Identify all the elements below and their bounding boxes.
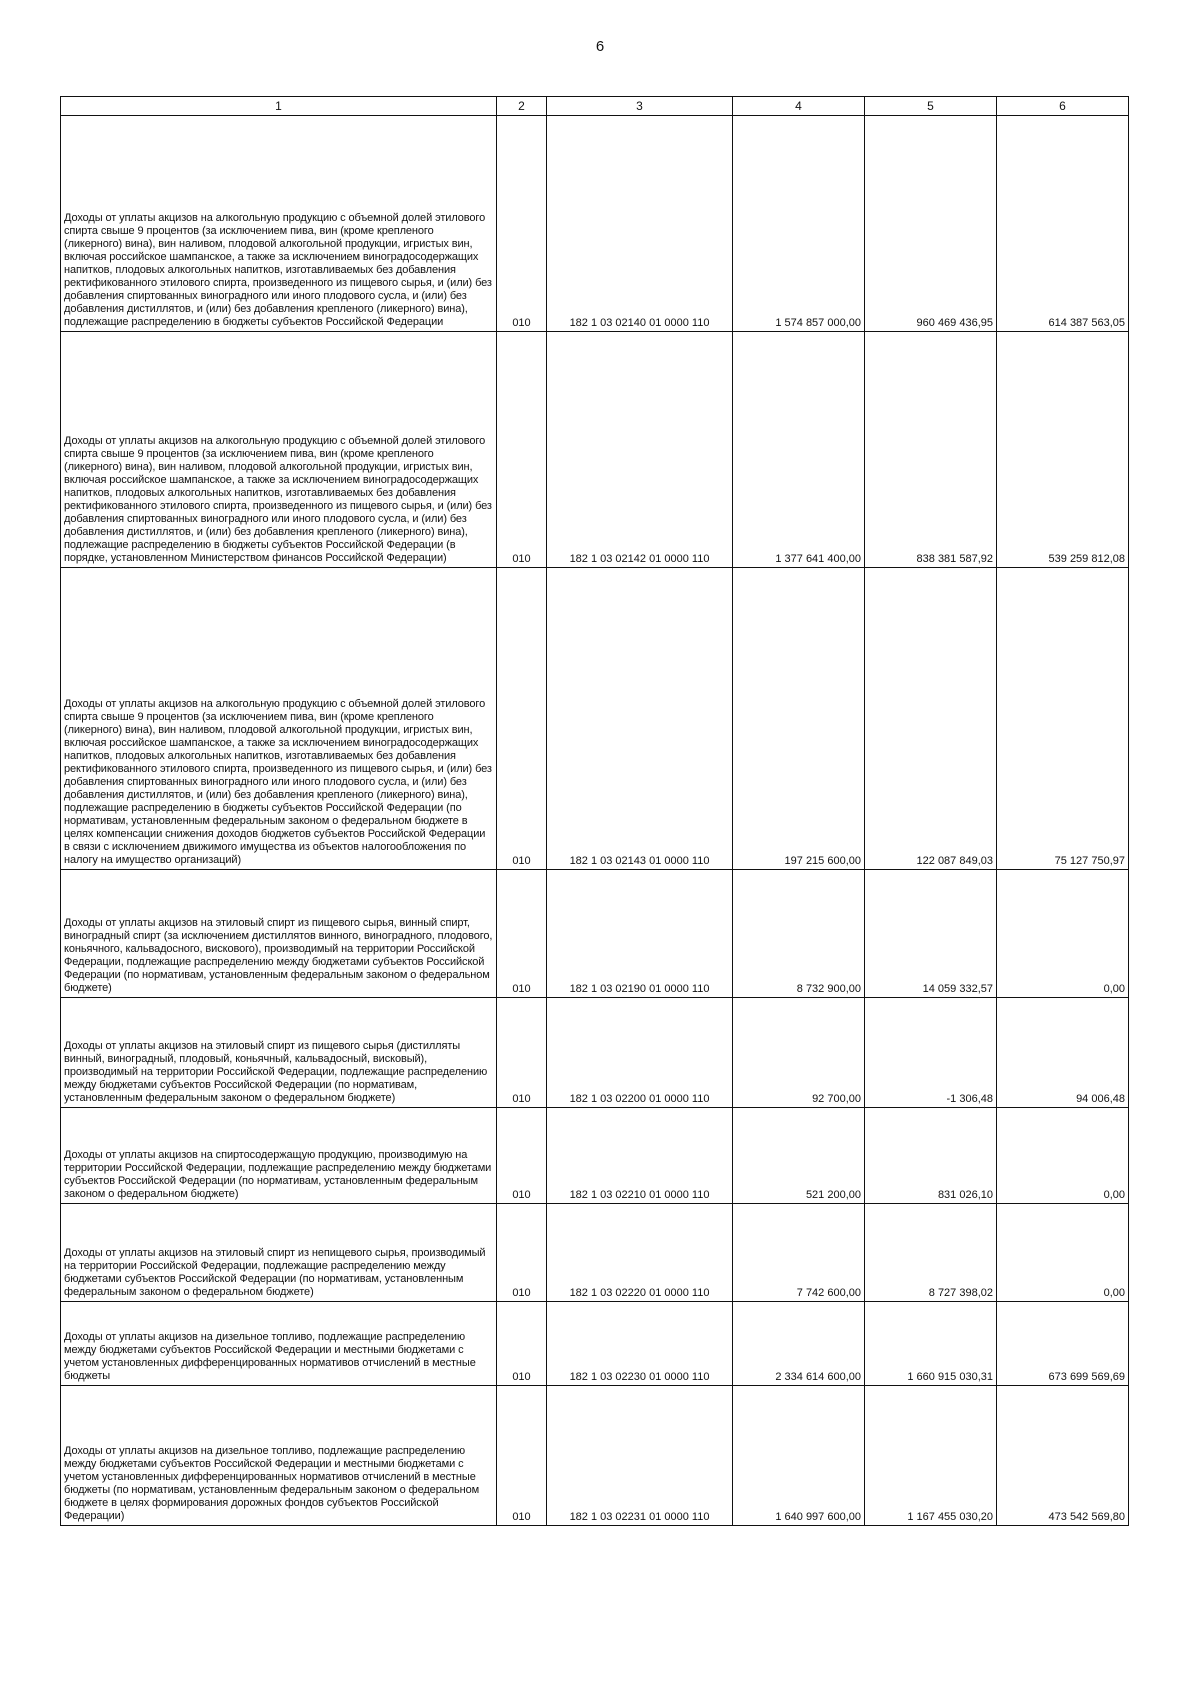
column-header-6: 6 [997,97,1129,116]
row-value-col6: 94 006,48 [997,998,1129,1108]
header-row [61,97,1129,116]
table-row [61,1386,1129,1526]
row-value-col5: 122 087 849,03 [865,568,997,870]
page-number: 6 [595,38,605,55]
row-value-col6: 0,00 [997,1204,1129,1302]
column-header-1: 1 [61,97,497,116]
column-header-3: 3 [547,97,733,116]
row-value-col5: 960 469 436,95 [865,116,997,332]
table-row [61,332,1129,568]
table-row [61,1204,1129,1302]
row-value-col4: 92 700,00 [733,998,865,1108]
row-kbk: 182 1 03 02140 01 0000 110 [547,116,733,332]
row-value-col6: 0,00 [997,1108,1129,1204]
row-code: 010 [497,1108,547,1204]
row-value-col6: 473 542 569,80 [997,1386,1129,1526]
row-kbk: 182 1 03 02190 01 0000 110 [547,870,733,998]
row-code: 010 [497,116,547,332]
table-row [61,116,1129,332]
column-header-4: 4 [733,97,865,116]
row-description: Доходы от уплаты акцизов на этиловый спирт из пищевого сырья, винный спирт, виноградный спирт (за исключением дистиллятов винного, виноградного, плодового, коньячного, кальвадосного, вискового), производимый на территории Российской Федерации, подлежащие распределению между бюджетами субъектов Российской Федерации (по нормативам, установленным федеральным законом о федеральном бюджете) [61,870,497,998]
row-kbk: 182 1 03 02142 01 0000 110 [547,332,733,568]
row-code: 010 [497,870,547,998]
row-code: 010 [497,998,547,1108]
row-value-col5: 1 167 455 030,20 [865,1386,997,1526]
row-value-col4: 1 377 641 400,00 [733,332,865,568]
row-description: Доходы от уплаты акцизов на алкогольную продукцию с объемной долей этилового спирта свыше 9 процентов (за исключением пива, вин (кроме крепленого (ликерного) вина), вин наливом, плодовой алкогольной продукции, игристых вин, включая российское шампанское, а также за исключением виноградосодержащих напитков, плодовых алкогольных напитков, изготавливаемых без добавления ректификованного этилового спирта, произведенного из пищевого сырья, и (или) без добавления спиртованных виноградного или иного плодового сусла, и (или) без добавления дистиллятов, и (или) без добавления крепленого (ликерного) вина), подлежащие распределению в бюджеты субъектов Российской Федерации (по нормативам, установленным федеральным законом о федеральном бюджете в целях компенсации снижения доходов бюджетов субъектов Российской Федерации в связи с исключением движимого имущества из объектов налогообложения по налогу на имущество организаций) [61,568,497,870]
column-header-2: 2 [497,97,547,116]
row-value-col4: 7 742 600,00 [733,1204,865,1302]
row-value-col6: 614 387 563,05 [997,116,1129,332]
row-value-col6: 75 127 750,97 [997,568,1129,870]
row-value-col6: 673 699 569,69 [997,1302,1129,1386]
row-kbk: 182 1 03 02231 01 0000 110 [547,1386,733,1526]
row-kbk: 182 1 03 02230 01 0000 110 [547,1302,733,1386]
row-value-col5: 838 381 587,92 [865,332,997,568]
row-kbk: 182 1 03 02210 01 0000 110 [547,1108,733,1204]
row-code: 010 [497,1302,547,1386]
row-value-col4: 197 215 600,00 [733,568,865,870]
row-description: Доходы от уплаты акцизов на алкогольную продукцию с объемной долей этилового спирта свыше 9 процентов (за исключением пива, вин (кроме крепленого (ликерного) вина), вин наливом, плодовой алкогольной продукции, игристых вин, включая российское шампанское, а также за исключением виноградосодержащих напитков, плодовых алкогольных напитков, изготавливаемых без добавления ректификованного этилового спирта, произведенного из пищевого сырья, и (или) без добавления спиртованных виноградного или иного плодового сусла, и (или) без добавления дистиллятов, и (или) без добавления крепленого (ликерного) вина), подлежащие распределению в бюджеты субъектов Российской Федерации [61,116,497,332]
row-kbk: 182 1 03 02200 01 0000 110 [547,998,733,1108]
row-code: 010 [497,568,547,870]
table-row [61,998,1129,1108]
row-kbk: 182 1 03 02143 01 0000 110 [547,568,733,870]
row-value-col4: 1 574 857 000,00 [733,116,865,332]
row-description: Доходы от уплаты акцизов на дизельное топливо, подлежащие распределению между бюджетами субъектов Российской Федерации и местными бюджетами с учетом установленных дифференцированных нормативов отчислений в местные бюджеты (по нормативам, установленным федеральным законом о федеральном бюджете в целях формирования дорожных фондов субъектов Российской Федерации) [61,1386,497,1526]
row-description: Доходы от уплаты акцизов на этиловый спирт из непищевого сырья, производимый на территории Российской Федерации, подлежащие распределению между бюджетами субъектов Российской Федерации (по нормативам, установленным федеральным законом о федеральном бюджете) [61,1204,497,1302]
table-row [61,1302,1129,1386]
row-value-col6: 0,00 [997,870,1129,998]
row-value-col5: 1 660 915 030,31 [865,1302,997,1386]
row-value-col4: 521 200,00 [733,1108,865,1204]
row-value-col6: 539 259 812,08 [997,332,1129,568]
row-code: 010 [497,1204,547,1302]
row-value-col5: -1 306,48 [865,998,997,1108]
revenue-table [60,96,1129,1526]
row-value-col4: 1 640 997 600,00 [733,1386,865,1526]
table-row [61,1108,1129,1204]
row-description: Доходы от уплаты акцизов на дизельное топливо, подлежащие распределению между бюджетами субъектов Российской Федерации и местными бюджетами с учетом установленных дифференцированных нормативов отчислений в местные бюджеты [61,1302,497,1386]
row-description: Доходы от уплаты акцизов на этиловый спирт из пищевого сырья (дистилляты винный, виноградный, плодовый, коньячный, кальвадосный, висковый), производимый на территории Российской Федерации, подлежащие распределению между бюджетами субъектов Российской Федерации (по нормативам, установленным федеральным законом о федеральном бюджете) [61,998,497,1108]
row-description: Доходы от уплаты акцизов на алкогольную продукцию с объемной долей этилового спирта свыше 9 процентов (за исключением пива, вин (кроме крепленого (ликерного) вина), вин наливом, плодовой алкогольной продукции, игристых вин, включая российское шампанское, а также за исключением виноградосодержащих напитков, плодовых алкогольных напитков, изготавливаемых без добавления ректификованного этилового спирта, произведенного из пищевого сырья, и (или) без добавления спиртованных виноградного или иного плодового сусла, и (или) без добавления дистиллятов, и (или) без добавления крепленого (ликерного) вина), подлежащие распределению в бюджеты субъектов Российской Федерации (в порядке, установленном Министерством финансов Российской Федерации) [61,332,497,568]
row-value-col4: 8 732 900,00 [733,870,865,998]
row-value-col5: 831 026,10 [865,1108,997,1204]
column-header-5: 5 [865,97,997,116]
row-code: 010 [497,332,547,568]
row-value-col5: 14 059 332,57 [865,870,997,998]
row-description: Доходы от уплаты акцизов на спиртосодержащую продукцию, производимую на территории Российской Федерации, подлежащие распределению между бюджетами субъектов Российской Федерации (по нормативам, установленным федеральным законом о федеральном бюджете) [61,1108,497,1204]
table-row [61,870,1129,998]
table-row [61,568,1129,870]
row-kbk: 182 1 03 02220 01 0000 110 [547,1204,733,1302]
row-value-col5: 8 727 398,02 [865,1204,997,1302]
row-value-col4: 2 334 614 600,00 [733,1302,865,1386]
row-code: 010 [497,1386,547,1526]
